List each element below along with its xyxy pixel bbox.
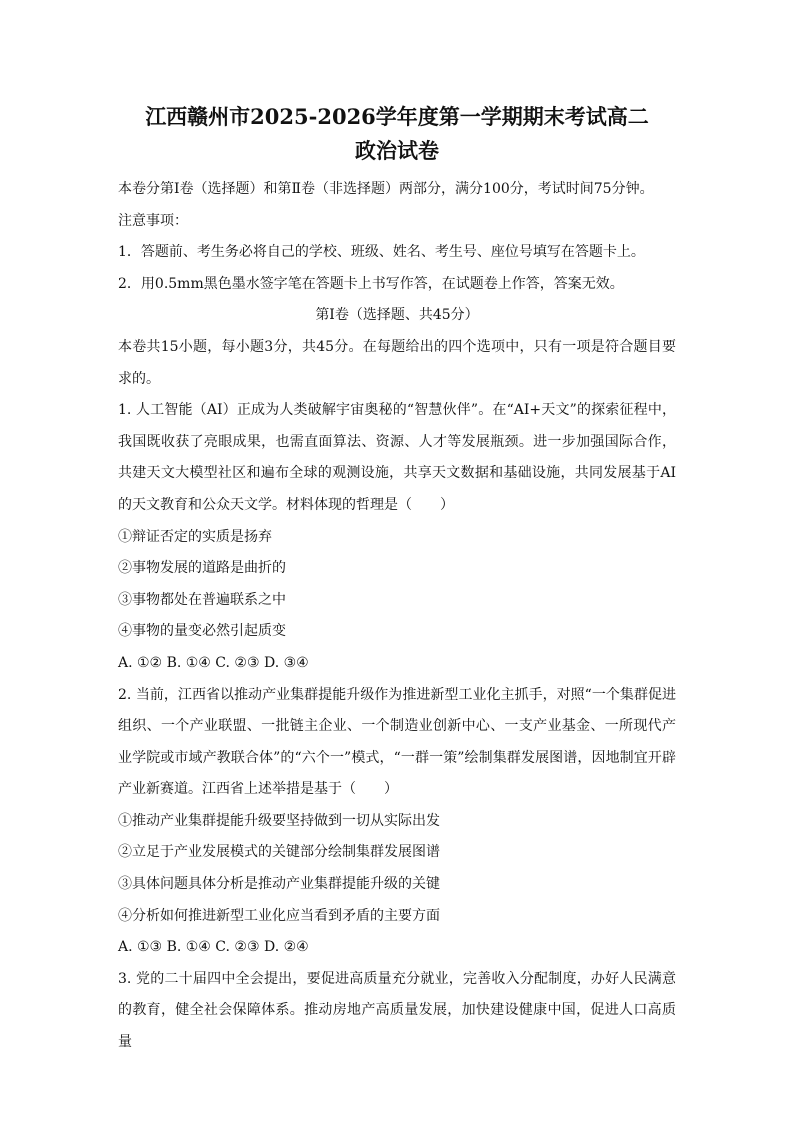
question-stem: 3. 党的二十届四中全会提出，要促进高质量充分就业，完善收入分配制度，办好人民满意的教育，健全社会保障体系。推动房地产高质量发展，加快建设健康中国，促进人口高质量 <box>118 970 676 1051</box>
question-2 <box>118 680 676 964</box>
section-description: 本卷共15小题，每小题3分，共45分。在每题给出的四个选项中，只有一项是符合题目要求的。 <box>118 338 676 387</box>
question-option: ①推动产业集群提能升级要坚持做到一切从实际出发 <box>118 812 440 829</box>
question-option: ④事物的量变必然引起质变 <box>118 623 286 640</box>
question-1 <box>118 395 676 679</box>
exam-intro: 本卷分第Ⅰ卷（选择题）和第Ⅱ卷（非选择题）两部分，满分100分，考试时间75分钟。 <box>118 181 654 197</box>
section-heading: 第Ⅰ卷（选择题、共45分） <box>315 307 479 324</box>
answer-choices: A. ①③ B. ①④ C. ②③ D. ②④ <box>118 939 309 956</box>
question-option: ④分析如何推进新型工业化应当看到矛盾的主要方面 <box>118 907 440 924</box>
question-stem: 2. 当前，江西省以推动产业集群提能升级作为推进新型工业化主抓手，对照“一个集群促进组织、一个产业联盟、一批链主企业、一个制造业创新中心、一支产业基金、一所现代产业学院或市域产教联合体”的“六个一”模式，“一群一策”绘制集群发展图谱，因地制宜开辟产业新赛道。江西省上述举措是基于（ ） <box>118 686 676 798</box>
exam-subject-title: 政治试卷 <box>355 138 439 163</box>
note-item: 2．用0.5mm黑色墨水签字笔在答题卡上书写作答，在试题卷上作答，答案无效。 <box>118 275 624 292</box>
exam-title: 江西赣州市2025-2026学年度第一学期期末考试高二 <box>145 104 649 129</box>
question-option: ②立足于产业发展模式的关键部分绘制集群发展图谱 <box>118 844 440 861</box>
question-option: ②事物发展的道路是曲折的 <box>118 560 286 577</box>
exam-page <box>118 100 676 1059</box>
notes-heading: 注意事项： <box>118 212 188 229</box>
note-item: 1．答题前、考生务必将自己的学校、班级、姓名、考生号、座位号填写在答题卡上。 <box>118 244 645 261</box>
question-option: ①辩证否定的实质是扬弃 <box>118 528 272 545</box>
question-3 <box>118 964 676 1059</box>
answer-choices: A. ①② B. ①④ C. ②③ D. ③④ <box>118 654 309 671</box>
question-option: ③具体问题具体分析是推动产业集群提能升级的关键 <box>118 876 440 893</box>
question-option: ③事物都处在普遍联系之中 <box>118 591 286 608</box>
question-stem: 1. 人工智能（AI）正成为人类破解宇宙奥秘的“智慧伙伴”。在“AI+天文”的探索征程中，我国既收获了亮眼成果，也需直面算法、资源、人才等发展瓶颈。进一步加强国际合作，共建天文大模型社区和遍布全球的观测设施，共享天文数据和基础设施，共同发展基于AI的天文教育和公众天文学。材料体现的哲理是（ ） <box>118 402 676 513</box>
